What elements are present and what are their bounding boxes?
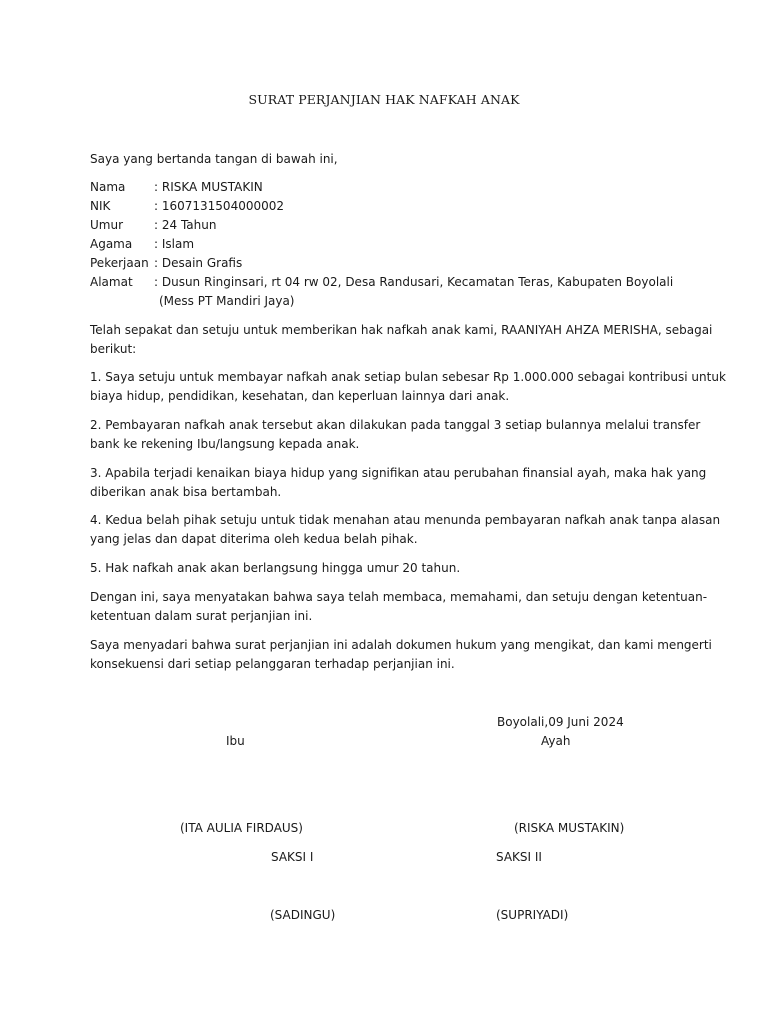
point-3: [90, 464, 707, 501]
witness-2-name: (SUPRIYADI): [496, 908, 569, 922]
paragraph-line: yang jelas dan dapat diterima oleh kedua belah pihak.: [90, 531, 418, 546]
intro-text: Saya yang bertanda tangan di bawah ini,: [90, 152, 338, 166]
identity-value: : RISKA MUSTAKIN: [154, 180, 263, 194]
closing-paragraph-1: [90, 588, 708, 625]
point-1: [90, 368, 726, 405]
witness-2-role: SAKSI II: [496, 850, 542, 864]
paragraph-line: berikut:: [90, 341, 137, 356]
father-role: Ayah: [541, 734, 571, 748]
identity-label: Pekerjaan: [90, 256, 149, 270]
paragraph-line: Dengan ini, saya menyatakan bahwa saya telah membaca, memahami, dan setuju dengan ketentuan-: [90, 590, 708, 604]
paragraph-line: bank ke rekening Ibu/langsung kepada anak.: [90, 436, 360, 451]
identity-table: [90, 178, 673, 311]
paragraph-line: diberikan anak bisa bertambah.: [90, 484, 282, 499]
paragraph-line: 3. Apabila terjadi kenaikan biaya hidup yang signifikan atau perubahan finansial ayah, maka hak yang: [90, 466, 707, 480]
identity-value: : 24 Tahun: [154, 218, 217, 232]
document-title: SURAT PERJANJIAN HAK NAFKAH ANAK: [248, 92, 520, 107]
identity-label: Agama: [90, 237, 133, 251]
mother-name: (ITA AULIA FIRDAUS): [180, 821, 303, 835]
identity-row-umur: [90, 216, 673, 235]
address-continuation: (Mess PT Mandiri Jaya): [159, 294, 295, 308]
identity-row-nama: [90, 178, 673, 197]
identity-label: NIK: [90, 199, 111, 213]
agreement-paragraph: [90, 321, 713, 358]
identity-row-nik: [90, 197, 673, 216]
paragraph-line: 4. Kedua belah pihak setuju untuk tidak menahan atau menunda pembayaran nafkah anak tanpa alasan: [90, 513, 721, 527]
identity-value: : 1607131504000002: [154, 199, 285, 213]
identity-value: : Dusun Ringinsari, rt 04 rw 02, Desa Randusari, Kecamatan Teras, Kabupaten Boyolali: [154, 275, 674, 289]
father-name: (RISKA MUSTAKIN): [514, 821, 625, 835]
identity-label: Umur: [90, 218, 124, 232]
place-date: Boyolali,09 Juni 2024: [497, 715, 624, 729]
paragraph-line: 5. Hak nafkah anak akan berlangsung hingga umur 20 tahun.: [90, 561, 461, 575]
witness-1-name: (SADINGU): [270, 908, 336, 922]
identity-label: Nama: [90, 180, 126, 194]
identity-row-agama: [90, 235, 673, 254]
paragraph-line: biaya hidup, pendidikan, kesehatan, dan keperluan lainnya dari anak.: [90, 388, 510, 403]
closing-paragraph-2: [90, 636, 712, 673]
identity-value: : Desain Grafis: [154, 256, 243, 270]
identity-label: Alamat: [90, 275, 133, 289]
paragraph-line: ketentuan dalam surat perjanjian ini.: [90, 608, 313, 623]
mother-role: Ibu: [226, 734, 245, 748]
witness-1-role: SAKSI I: [271, 850, 314, 864]
identity-row-pekerjaan: [90, 254, 673, 273]
identity-row-alamat: [90, 273, 673, 292]
paragraph-line: 2. Pembayaran nafkah anak tersebut akan dilakukan pada tanggal 3 setiap bulannya melalui transfer: [90, 418, 701, 432]
identity-value: : Islam: [154, 237, 195, 251]
paragraph-line: Saya menyadari bahwa surat perjanjian ini adalah dokumen hukum yang mengikat, dan kami mengerti: [90, 638, 712, 652]
paragraph-line: konsekuensi dari setiap pelanggaran terhadap perjanjian ini.: [90, 656, 455, 671]
paragraph-line: 1. Saya setuju untuk membayar nafkah anak setiap bulan sebesar Rp 1.000.000 sebagai kontribusi untuk: [90, 370, 726, 384]
point-2: [90, 416, 701, 453]
point-5: [90, 559, 690, 578]
paragraph-line: Telah sepakat dan setuju untuk memberikan hak nafkah anak kami, RAANIYAH AHZA MERISHA, sebagai: [90, 323, 713, 337]
point-4: [90, 511, 721, 548]
